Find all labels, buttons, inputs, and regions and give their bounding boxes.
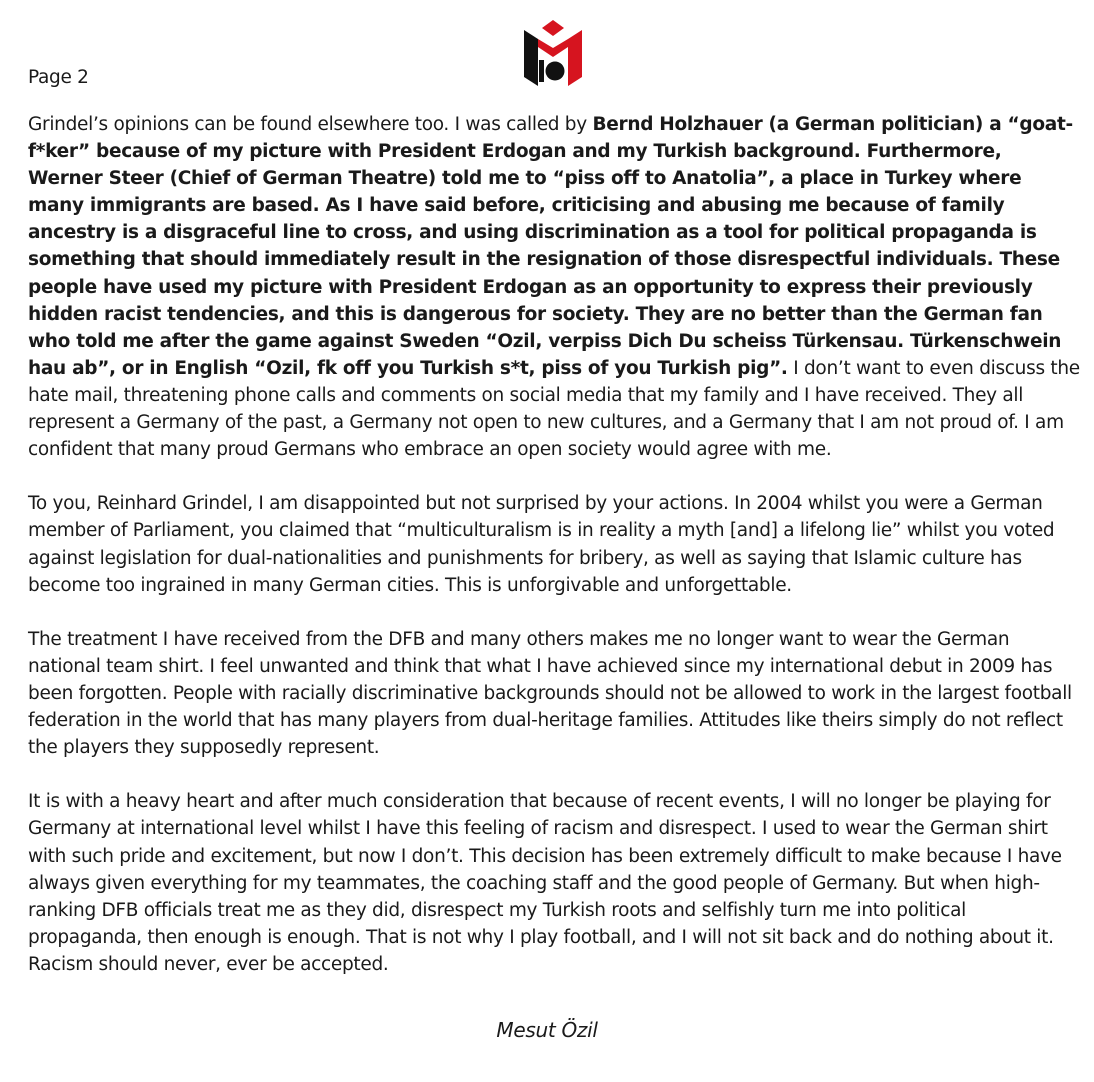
paragraph-1-bold-text: Bernd Holzhauer (a German politician) a “goat-f*ker” because of my picture with President Erdogan and my Turkish background. Furthermore, Werner Steer (Chief of German Theatre) told me to “piss off to Anatolia”, a place in Turkey where many immigrants are based. As I have said before, criticising and abusing me because of family ancestry is a disgraceful line to cross, and using discrimination as a tool for political propaganda is something that should immediately result in the resignation of those disrespectful individuals. These people have used my picture with President Erdogan as an opportunity to express their previously hidden racist tendencies, and this is dangerous for society. They are no better than the German fan who told me after the game against Sweden “Ozil, verpiss Dich Du scheiss Türkensau. Türkenschwein hau ab”, or in English “Ozil, fk off you Turkish s*t, piss of you Turkish pig”. — [28, 114, 1073, 379]
paragraph-1-text: Grindel’s opinions can be found elsewhere too. I was called by — [28, 114, 593, 135]
paragraph-1-text-end: I don’t want to even discuss the hate mail, threatening phone calls and comments on social media that my family and I have received. They all represent a Germany of the past, a Germany not open to new cultures, and a Germany that I am not proud of. I am confident that many proud Germans who embrace an open society would agree with me. — [28, 357, 1080, 461]
mesut-ozil-m-logo-icon — [524, 20, 582, 86]
paragraph-2-text: To you, Reinhard Grindel, I am disappointed but not surprised by your actions. In 2004 whilst you were a German member of Parliament, you claimed that “multiculturalism is in reality a myth [and] a lifelong lie” whilst you voted against legislation for dual-nationalities and punishments for bribery, as well as saying that Islamic culture has become too ingrained in many German cities. This is unforgivable and unforgettable. — [28, 493, 1055, 596]
paragraph-3 — [28, 626, 1080, 761]
signature: Mesut Özil — [496, 1018, 598, 1042]
page-number: Page 2 — [28, 67, 89, 88]
paragraph-4 — [28, 788, 1080, 978]
letter-body — [28, 111, 1080, 1005]
paragraph-3-text: The treatment I have received from the DFB and many others makes me no longer want to wear the German national team shirt. I feel unwanted and think that what I have achieved since my international debut in 2009 has been forgotten. People with racially discriminative backgrounds should not be allowed to work in the largest football federation in the world that has many players from dual-heritage families. Attitudes like theirs simply do not reflect the players they supposedly represent. — [28, 628, 1072, 759]
paragraph-1 — [28, 111, 1080, 463]
paragraph-4-text: It is with a heavy heart and after much consideration that because of recent events, I will no longer be playing for Germany at international level whilst I have this feeling of racism and disrespect. I used to wear the German shirt with such pride and excitement, but now I don’t. This decision has been extremely difficult to make because I have always given everything for my teammates, the coaching staff and the good people of Germany. But when high-ranking DFB officials treat me as they did, disrespect my Turkish roots and selfishly turn me into political propaganda, then enough is enough. That is not why I play football, and I will not sit back and do nothing about it. Racism should never, ever be accepted. — [28, 791, 1062, 975]
paragraph-2 — [28, 490, 1080, 598]
